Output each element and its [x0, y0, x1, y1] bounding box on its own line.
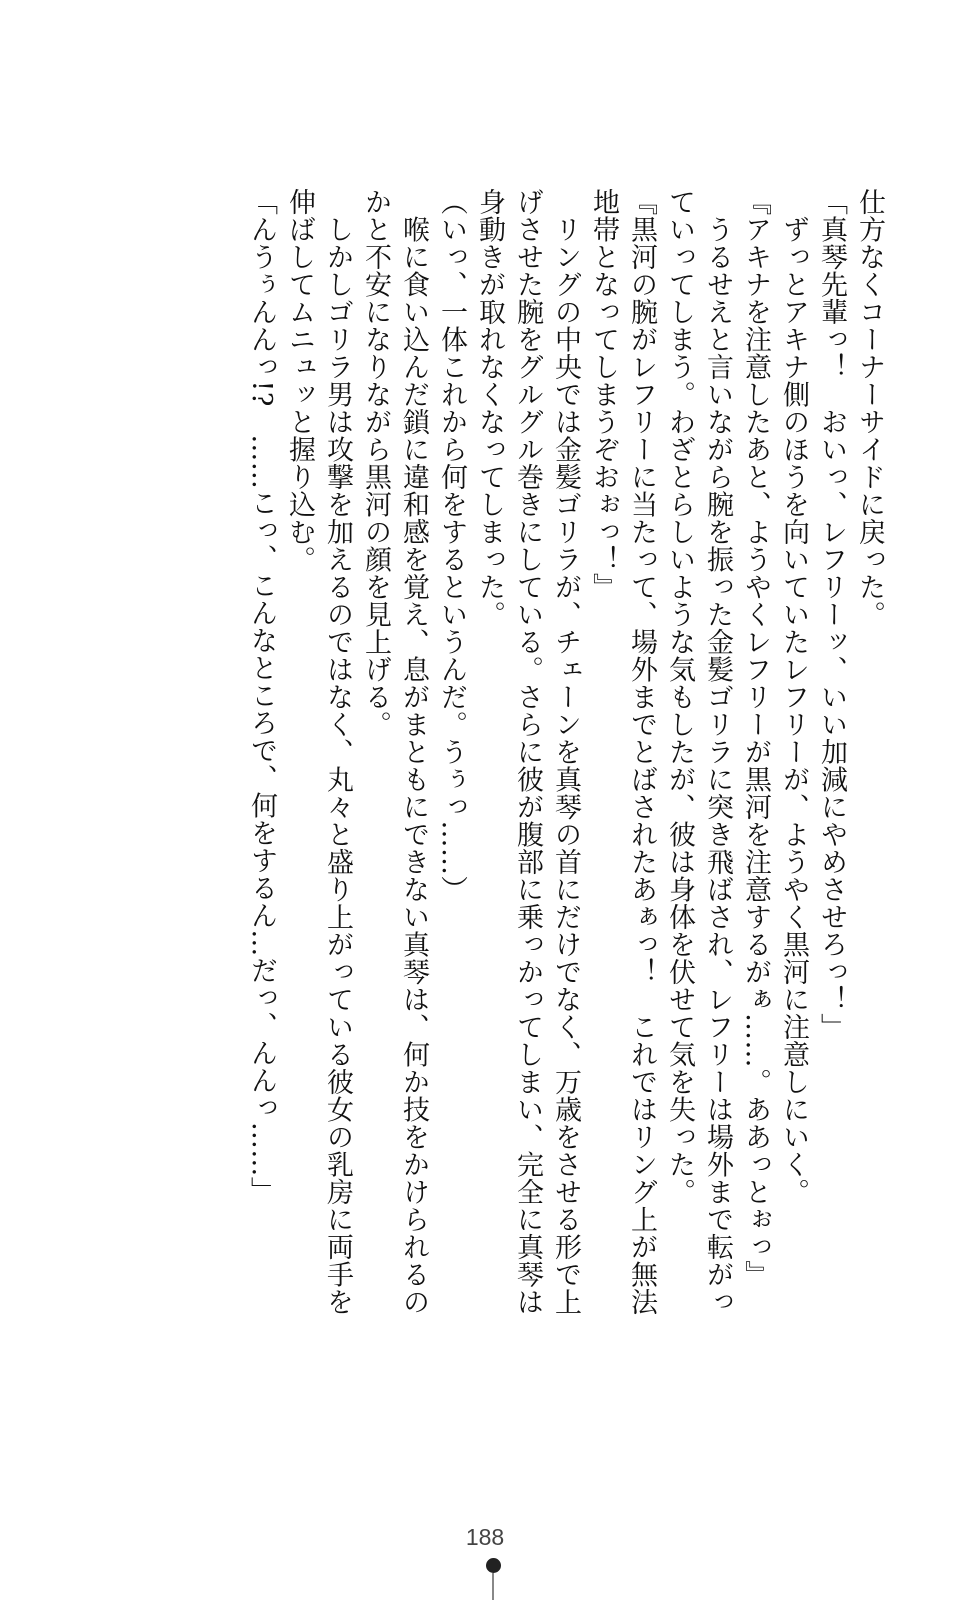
paragraph: 「んうぅんんっ!? ……こっ、こんなところで、何をするん…だっ、んんっ……」: [246, 188, 277, 1205]
paragraph: うるせえと言いながら腕を振った金髪ゴリラに突き飛ばされ、レフリーは場外まで転がっていってしまう。わざとらしいような気もしたが、彼は身体を伏せて気を失った。: [664, 188, 733, 1316]
paragraph: （いっ、一体これから何をするというんだ。うぅっ……）: [436, 188, 467, 903]
paragraph: 「真琴先輩っ！ おいっ、レフリーッ、いい加減にやめさせろっ！」: [816, 188, 847, 1041]
paragraph: 喉に食い込んだ鎖に違和感を覚え、息がまともにできない真琴は、何か技をかけられるのかと不安になりながら黒河の顔を見上げる。: [360, 188, 429, 1316]
paragraph: しかしゴリラ男は攻撃を加えるのではなく、丸々と盛り上がっている彼女の乳房に両手を伸ばしてムニュッと握り込む。: [284, 188, 353, 1316]
paragraph: ずっとアキナ側のほうを向いていたレフリーが、ようやく黒河に注意しにいく。: [778, 188, 809, 1206]
page-number: 188: [465, 1524, 505, 1550]
page-footer: [0, 1518, 970, 1600]
page-marker-dot-icon: [486, 1558, 501, 1573]
paragraph: 仕方なくコーナーサイドに戻った。: [854, 188, 885, 628]
paragraph: 『黒河の腕がレフリーに当たって、場外までとばされたあぁっ！ これではリング上が無法地帯となってしまうぞおぉっ！』: [588, 188, 657, 1316]
vertical-text-body: [82, 188, 888, 1318]
paragraph: 『アキナを注意したあと、ようやくレフリーが黒河を注意するがぁ……。ああっとぉっ』: [740, 188, 771, 1288]
page-marker-line: [492, 1573, 494, 1600]
paragraph: リングの中央では金髪ゴリラが、チェーンを真琴の首にだけでなく、万歳をさせる形で上げさせた腕をグルグル巻きにしている。さらに彼が腹部に乗っかってしまい、完全に真琴は身動きが取れなくなってしまった。: [474, 188, 581, 1316]
